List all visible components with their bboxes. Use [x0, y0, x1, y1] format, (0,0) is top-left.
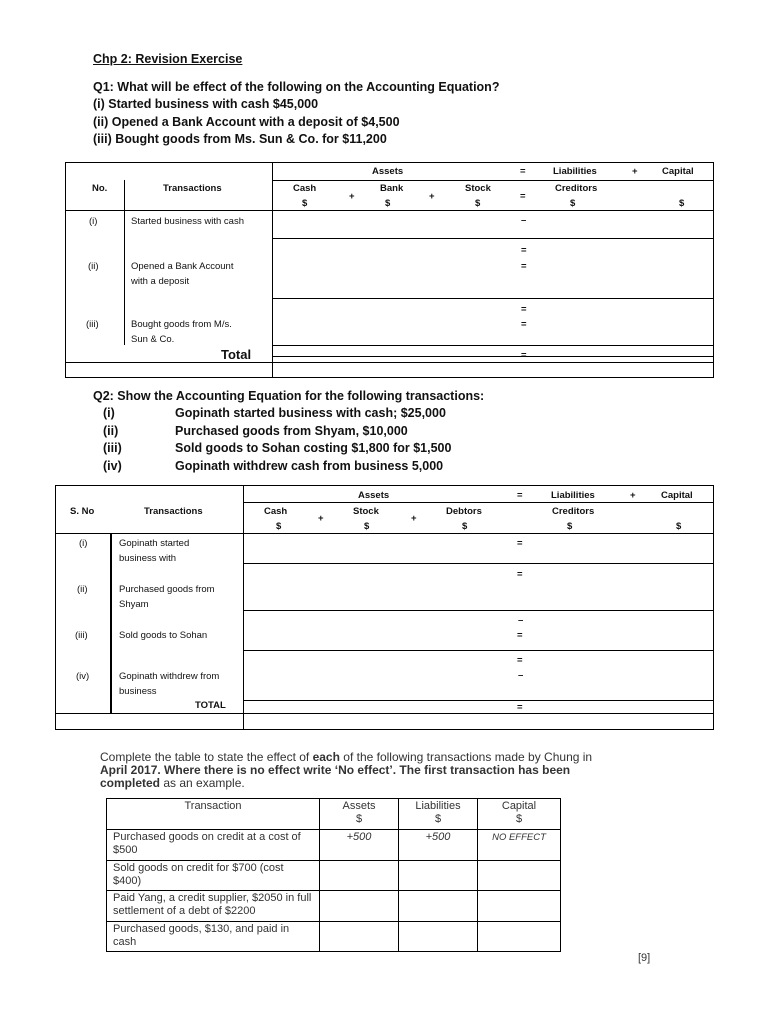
- plus-sign: +: [411, 513, 417, 524]
- q2-item-text: Gopinath started business with cash; $25,000: [175, 406, 446, 420]
- q2-col-transactions: Transactions: [144, 506, 203, 517]
- plus-sign: +: [630, 490, 636, 501]
- q2-capital-header: Capital: [661, 490, 693, 501]
- q2-row-transaction: Gopinath withdrew from: [119, 671, 220, 682]
- q2-row-transaction-line2: business with: [119, 553, 177, 564]
- q1-liabilities-header: Liabilities: [553, 166, 597, 177]
- q1-row-transaction-line2: with a deposit: [131, 276, 190, 287]
- equals-sign: =: [517, 655, 523, 666]
- equals-sign: =: [517, 569, 523, 580]
- q1-col-stock: Stock: [465, 183, 491, 194]
- q1-row-no: (i): [89, 216, 98, 227]
- q3-intro-text: Complete the table to state the effect of: [100, 750, 313, 764]
- dollar-sign: $: [276, 521, 282, 532]
- header-transaction: Transaction: [107, 799, 320, 830]
- plus-sign: +: [318, 513, 324, 524]
- q1-item: (iii) Bought goods from Ms. Sun & Co. for $11,200: [93, 132, 387, 146]
- q1-row-transaction-line2: Sun & Co.: [131, 334, 175, 345]
- q2-row-no: (iv): [76, 671, 90, 682]
- equals-sign: =: [520, 191, 526, 202]
- q3-table: [106, 798, 561, 952]
- q2-liabilities-header: Liabilities: [551, 490, 595, 501]
- q2-row-no: (i): [79, 538, 88, 549]
- dash-sign: –: [518, 670, 524, 681]
- dash-sign: –: [518, 615, 524, 626]
- liabilities-cell[interactable]: [399, 922, 478, 952]
- q1-row-transaction: Opened a Bank Account: [131, 261, 234, 272]
- equals-sign: =: [521, 319, 527, 330]
- transaction-cell: Paid Yang, a credit supplier, $2050 in full settlement of a debt of $2200: [107, 891, 320, 922]
- q1-total-label: Total: [221, 347, 252, 362]
- marks-label: [9]: [638, 952, 651, 964]
- q2-item-number: (iii): [103, 441, 122, 455]
- q2-row-transaction: Sold goods to Sohan: [119, 630, 208, 641]
- q3-intro-text: of the following transactions made by Chung in: [339, 750, 593, 764]
- q2-row-transaction-line2: Shyam: [119, 599, 149, 610]
- q2-col-sno: S. No: [70, 506, 95, 517]
- q1-row-transaction: Started business with cash: [131, 216, 245, 227]
- dollar-sign: $: [679, 198, 685, 209]
- transaction-cell: Purchased goods on credit at a cost of $500: [107, 830, 320, 861]
- assets-cell[interactable]: [320, 861, 399, 891]
- q2-row-transaction: Purchased goods from: [119, 584, 215, 595]
- dollar-sign: $: [676, 521, 682, 532]
- q1-question: Q1: What will be effect of the following on the Accounting Equation?: [93, 80, 500, 94]
- assets-cell[interactable]: [320, 891, 399, 922]
- transaction-cell: Purchased goods, $130, and paid in cash: [107, 922, 320, 952]
- equals-sign: =: [521, 350, 527, 361]
- plus-sign: +: [349, 191, 355, 202]
- dash-sign: –: [521, 215, 527, 226]
- table-row: [107, 830, 561, 861]
- equals-sign: =: [521, 304, 527, 315]
- q3-intro-line2: April 2017. Where there is no effect write ‘No effect’. The first transaction has been: [100, 763, 571, 777]
- equals-sign: =: [521, 261, 527, 272]
- equals-sign: =: [517, 702, 523, 713]
- q2-col-cash: Cash: [264, 506, 288, 517]
- q2-row-transaction: Gopinath started: [119, 538, 190, 549]
- assets-cell[interactable]: [320, 922, 399, 952]
- q2-item-number: (i): [103, 406, 115, 420]
- dollar-sign: $: [475, 198, 481, 209]
- q2-col-debtors: Debtors: [446, 506, 482, 517]
- q2-question: Q2: Show the Accounting Equation for the following transactions:: [93, 389, 485, 403]
- dollar-sign: $: [567, 521, 573, 532]
- q1-row-no: (iii): [86, 319, 99, 330]
- equals-sign: =: [521, 245, 527, 256]
- q1-assets-header: Assets: [372, 166, 404, 177]
- dollar-sign: $: [302, 198, 308, 209]
- header-liabilities: Liabilities $: [399, 799, 478, 830]
- dollar-sign: $: [570, 198, 576, 209]
- table-header-row: [107, 799, 561, 830]
- q1-col-no: No.: [92, 183, 108, 194]
- q1-col-bank: Bank: [380, 183, 404, 194]
- liabilities-cell[interactable]: [399, 891, 478, 922]
- q2-total-label: TOTAL: [195, 700, 226, 711]
- dollar-sign: $: [462, 521, 468, 532]
- capital-cell[interactable]: [478, 922, 561, 952]
- capital-cell[interactable]: [478, 891, 561, 922]
- equals-sign: =: [517, 630, 523, 641]
- dollar-sign: $: [385, 198, 391, 209]
- q1-col-cash: Cash: [293, 183, 317, 194]
- dollar-sign: $: [364, 521, 370, 532]
- liabilities-cell[interactable]: [399, 861, 478, 891]
- header-assets: Assets $: [320, 799, 399, 830]
- q2-assets-header: Assets: [358, 490, 390, 501]
- header-capital: Capital $: [478, 799, 561, 830]
- equals-sign: =: [517, 490, 523, 501]
- q2-item-text: Sold goods to Sohan costing $1,800 for $1,500: [175, 441, 452, 455]
- transaction-cell: Sold goods on credit for $700 (cost $400): [107, 861, 320, 891]
- q3-intro: [100, 751, 592, 790]
- q2-row-no: (ii): [77, 584, 88, 595]
- q1-row-no: (ii): [88, 261, 99, 272]
- q2-row-no: (iii): [75, 630, 88, 641]
- q2-row-transaction-line2: business: [119, 686, 157, 697]
- chapter-title: Chp 2: Revision Exercise: [93, 52, 243, 66]
- q1-row-transaction: Bought goods from M/s.: [131, 319, 232, 330]
- q2-item-number: (ii): [103, 424, 119, 438]
- q2-col-stock: Stock: [353, 506, 379, 517]
- q2-item-text: Purchased goods from Shyam, $10,000: [175, 424, 408, 438]
- plus-sign: +: [632, 166, 638, 177]
- equals-sign: =: [520, 166, 526, 177]
- assets-cell[interactable]: +500: [320, 830, 399, 861]
- equals-sign: =: [517, 538, 523, 549]
- q2-item-number: (iv): [103, 459, 122, 473]
- q2-item-text: Gopinath withdrew cash from business 5,000: [175, 459, 444, 473]
- q1-col-creditors: Creditors: [555, 183, 598, 194]
- capital-cell[interactable]: [478, 861, 561, 891]
- table-row: [107, 861, 561, 891]
- capital-cell[interactable]: NO EFFECT: [478, 830, 561, 861]
- table-row: [107, 922, 561, 952]
- q1-capital-header: Capital: [662, 166, 694, 177]
- liabilities-cell[interactable]: +500: [399, 830, 478, 861]
- plus-sign: +: [429, 191, 435, 202]
- table-row: [107, 891, 561, 922]
- q1-col-transactions: Transactions: [163, 183, 222, 194]
- q2-col-creditors: Creditors: [552, 506, 595, 517]
- q1-item: (i) Started business with cash $45,000: [93, 97, 319, 111]
- q3-intro-text: as an example.: [160, 776, 245, 790]
- q3-intro-emphasis: each: [312, 750, 340, 764]
- q3-intro-emphasis: completed: [100, 776, 161, 790]
- q1-item: (ii) Opened a Bank Account with a deposit of $4,500: [93, 115, 400, 129]
